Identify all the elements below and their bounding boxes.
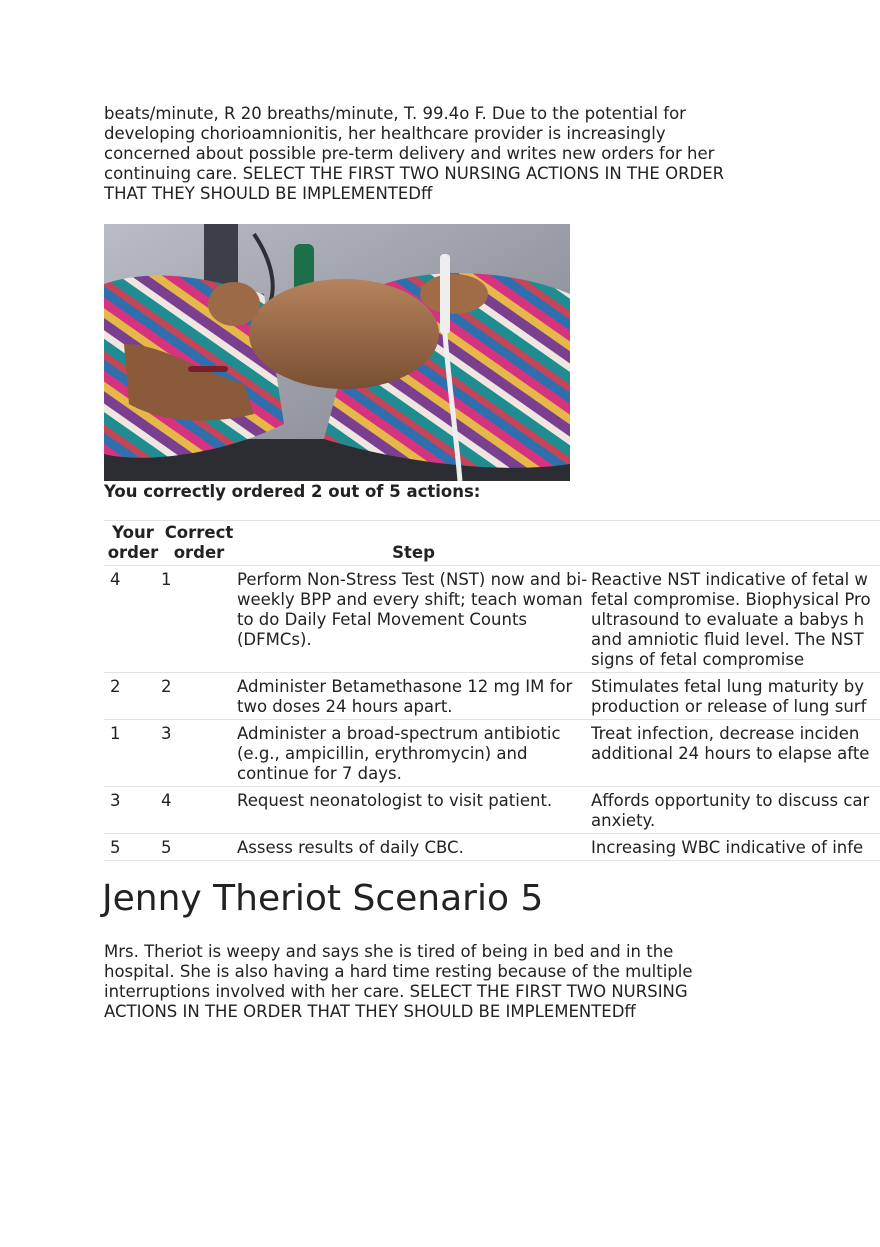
- step-cell: Perform Non-Stress Test (NST) now and bi-weekly BPP and every shift; teach woman to do Daily Fetal Movement Counts (DFMCs).: [237, 570, 588, 649]
- column-header-your-order: Your order: [107, 523, 159, 562]
- intro-line: THAT THEY SHOULD BE IMPLEMENTEDff: [104, 184, 433, 203]
- intro-line: continuing care. SELECT THE FIRST TWO NURSING ACTIONS IN THE ORDER: [104, 164, 725, 183]
- step-cell: Request neonatologist to visit patient.: [237, 791, 553, 810]
- outro-line: Mrs. Theriot is weepy and says she is tired of being in bed and in the: [104, 942, 674, 961]
- correct-order-cell: 2: [161, 677, 172, 696]
- correct-order-cell: 4: [161, 791, 172, 810]
- scenario-intro-paragraph: [104, 104, 764, 204]
- rationale-cell: Stimulates fetal lung maturity by production or release of lung surf: [591, 677, 867, 716]
- table-row: [104, 566, 880, 673]
- table-row: [104, 834, 880, 861]
- correct-order-cell: 1: [161, 570, 172, 589]
- rationale-cell: Reactive NST indicative of fetal w fetal compromise. Biophysical Pro ultrasound to evaluate a babys h and amniotic fluid level. The NST signs of fetal compromise: [591, 570, 871, 669]
- rationale-cell: Increasing WBC indicative of infe: [591, 838, 864, 857]
- table-header-row: [104, 520, 880, 566]
- column-header-step: Step: [392, 543, 435, 562]
- outro-line: ACTIONS IN THE ORDER THAT THEY SHOULD BE IMPLEMENTEDff: [104, 1002, 636, 1021]
- rationale-cell: Treat infection, decrease inciden additional 24 hours to elapse afte: [591, 724, 870, 763]
- table-row: [104, 673, 880, 720]
- ordered-actions-table: [104, 520, 880, 861]
- step-cell: Assess results of daily CBC.: [237, 838, 464, 857]
- rationale-cell: Affords opportunity to discuss car anxiety.: [591, 791, 870, 830]
- correct-order-cell: 3: [161, 724, 172, 743]
- your-order-cell: 4: [110, 570, 121, 589]
- column-header-correct-order: Correct order: [164, 523, 234, 562]
- score-summary: You correctly ordered 2 out of 5 actions:: [104, 482, 481, 501]
- outro-line: interruptions involved with her care. SELECT THE FIRST TWO NURSING: [104, 982, 688, 1001]
- your-order-cell: 5: [110, 838, 121, 857]
- your-order-cell: 2: [110, 677, 121, 696]
- table-row: [104, 787, 880, 834]
- table-row: [104, 720, 880, 787]
- ultrasound-photo: [104, 224, 570, 481]
- correct-order-cell: 5: [161, 838, 172, 857]
- your-order-cell: 1: [110, 724, 121, 743]
- step-cell: Administer Betamethasone 12 mg IM for two doses 24 hours apart.: [237, 677, 573, 716]
- intro-line: developing chorioamnionitis, her healthcare provider is increasingly: [104, 124, 666, 143]
- intro-line: beats/minute, R 20 breaths/minute, T. 99.4o F. Due to the potential for: [104, 104, 686, 123]
- scenario-5-paragraph: [104, 942, 764, 1022]
- outro-line: hospital. She is also having a hard time resting because of the multiple: [104, 962, 693, 981]
- intro-line: concerned about possible pre-term delivery and writes new orders for her: [104, 144, 715, 163]
- step-cell: Administer a broad-spectrum antibiotic (e.g., ampicillin, erythromycin) and continue for 7 days.: [237, 724, 561, 783]
- your-order-cell: 3: [110, 791, 121, 810]
- scenario-heading: Jenny Theriot Scenario 5: [102, 878, 544, 919]
